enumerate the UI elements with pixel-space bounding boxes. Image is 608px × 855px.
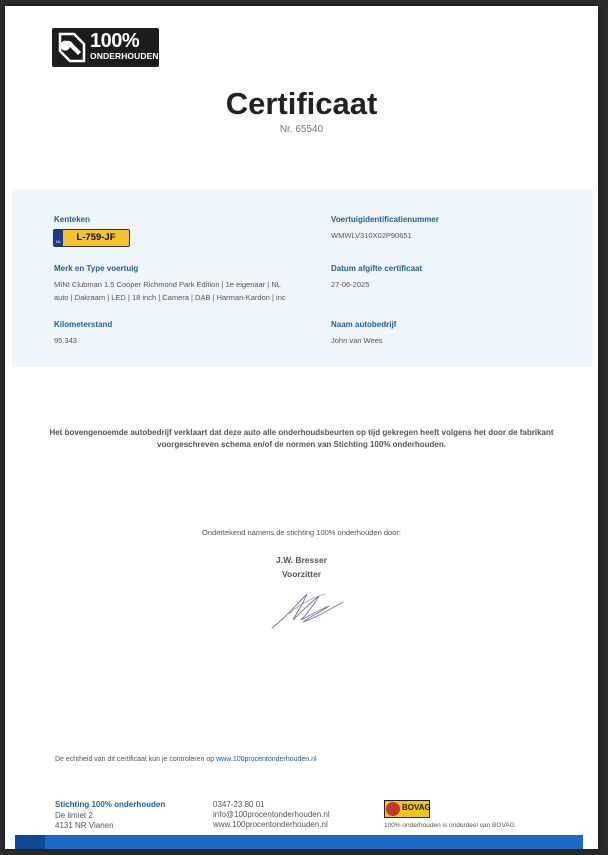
logo-small-text: ONDERHOUDEN bbox=[90, 51, 159, 61]
date-value: 27-06-2025 bbox=[331, 280, 370, 289]
bovag-emblem-icon bbox=[386, 802, 400, 816]
bovag-logo-text: BOVAG bbox=[402, 803, 431, 812]
authenticity-line bbox=[55, 756, 317, 763]
license-plate bbox=[53, 229, 130, 247]
signer-name: J.W. Bresser bbox=[275, 555, 328, 565]
garage-value: John van Wees bbox=[331, 336, 383, 345]
footer-email[interactable]: info@100procentonderhouden.nl bbox=[213, 810, 330, 819]
authenticity-link[interactable]: www.100procentonderhouden.nl bbox=[216, 756, 317, 763]
statement-line1: Het bovengenoemde autobedrijf verklaart dat deze auto alle onderhoudsbeurten op tijd gekregen heeft volgens het door de fabrikant bbox=[49, 428, 554, 437]
statement-line2: voorgeschreven schema en/of de normen van Stichting 100% onderhouden. bbox=[157, 440, 446, 449]
page-title: Certificaat bbox=[225, 86, 378, 121]
wrench-icon bbox=[56, 32, 86, 63]
km-label: Kilometerstand bbox=[54, 320, 113, 329]
logo-big-text: 100% bbox=[90, 30, 140, 52]
footer-city: 4131 NR Vianen bbox=[55, 821, 114, 830]
garage-label: Naam autobedrijf bbox=[331, 320, 397, 329]
footer-bar-accent bbox=[15, 835, 45, 849]
kenteken-label: Kenteken bbox=[54, 215, 91, 224]
signed-by-text: Ondertekend namens de stichting 100% onderhouden door: bbox=[202, 528, 401, 537]
km-value: 95.343 bbox=[54, 336, 77, 345]
footer-org-name: Stichting 100% onderhouden bbox=[55, 800, 166, 809]
bovag-logo bbox=[384, 800, 430, 818]
certificate-page bbox=[5, 6, 598, 849]
brand-value-line2: auto | Dakraam | LED | 18 inch | Camera | DAB | Harman-Kardon | inc bbox=[54, 293, 286, 302]
footer-web[interactable]: www.100procentonderhouden.nl bbox=[213, 820, 328, 829]
signature-image bbox=[267, 584, 347, 634]
statement-text bbox=[20, 427, 583, 451]
footer-street: De limiet 2 bbox=[55, 811, 93, 820]
vin-label: Voertuigidentificatienummer bbox=[331, 215, 439, 224]
logo-100-onderhouden bbox=[52, 28, 159, 67]
brand-value-line1: MINI Clubman 1.5 Cooper Richmond Park Edition | 1e eigenaar | NL bbox=[54, 280, 281, 289]
date-label: Datum afgifte certificaat bbox=[331, 264, 423, 273]
certificate-number: Nr. 65540 bbox=[279, 124, 324, 135]
plate-country-code: NL bbox=[54, 230, 63, 246]
vin-value: WMWLV310X02P90651 bbox=[331, 231, 412, 240]
footer-phone: 0347-23 80 01 bbox=[213, 800, 265, 809]
footer-bar bbox=[45, 835, 583, 849]
bovag-note: 100% onderhouden is onderdeel van BOVAG. bbox=[384, 822, 517, 829]
authenticity-text: De echtheid van dit certificaat kun je controleren op bbox=[55, 756, 215, 763]
brand-label: Merk en Type voertuig bbox=[54, 264, 139, 273]
plate-number: L-759-JF bbox=[76, 232, 116, 243]
signer-role: Voorzitter bbox=[281, 569, 322, 579]
